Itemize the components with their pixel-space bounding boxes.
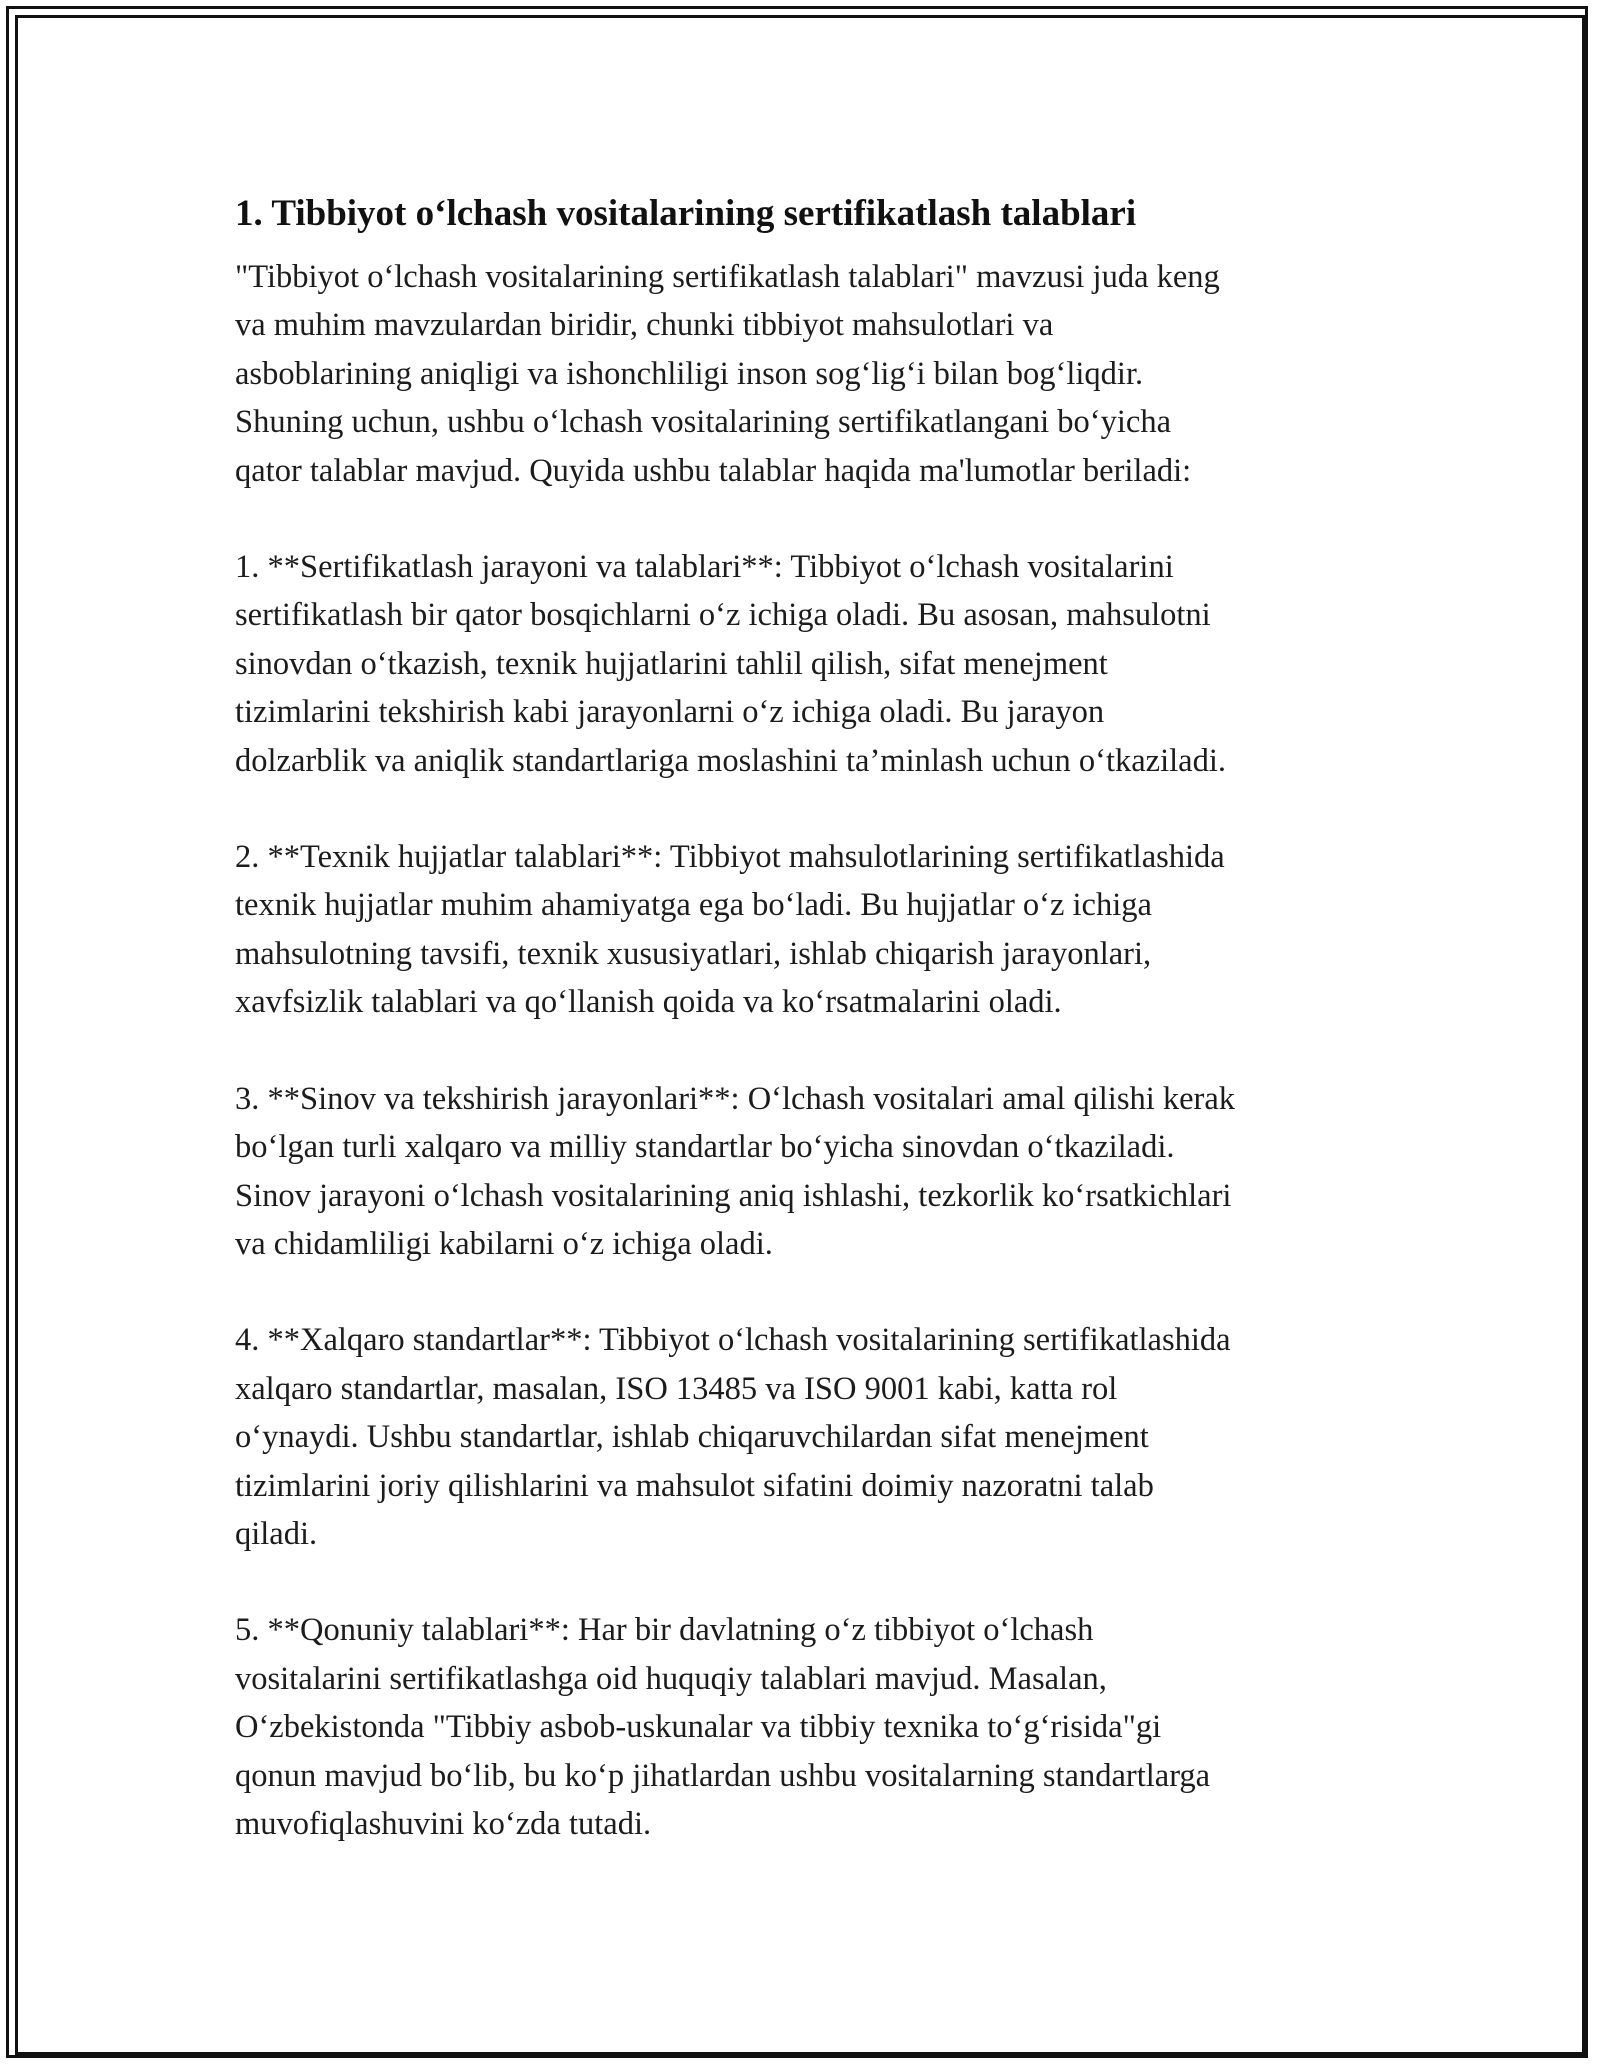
paragraph-line: 3. **Sinov va tekshirish jarayonlari**: O‘lchash vositalari amal qilishi kerak (235, 1080, 1236, 1117)
paragraph-line: qiladi. (235, 1515, 318, 1552)
paragraph-line: asboblarining aniqligi va ishonchliligi inson sog‘lig‘i bilan bog‘liqdir. (235, 355, 1144, 392)
paragraph-line: xavfsizlik talablari va qo‘llanish qoida va ko‘rsatmalarini oladi. (235, 984, 1062, 1021)
paragraph-line: 1. **Sertifikatlash jarayoni va talablari**: Tibbiyot o‘lchash vositalarini (235, 549, 1174, 586)
document-body (235, 185, 1375, 1896)
paragraph-line: xalqaro standartlar, masalan, ISO 13485 va ISO 9001 kabi, katta rol (235, 1370, 1118, 1407)
paragraph-line: sertifikatlash bir qator bosqichlarni o‘z ichiga oladi. Bu asosan, mahsulotni (235, 597, 1211, 634)
section-heading: 1. Tibbiyot o‘lchash vositalarining sertifikatlash talablari (235, 193, 1137, 234)
paragraph-line: texnik hujjatlar muhim ahamiyatga ega bo‘ladi. Bu hujjatlar o‘z ichiga (235, 887, 1152, 924)
list-item-1-paragraph (235, 543, 1375, 785)
list-item-4-paragraph (235, 1316, 1375, 1558)
paragraph-line: tizimlarini tekshirish kabi jarayonlarni o‘z ichiga oladi. Bu jarayon (235, 694, 1105, 731)
paragraph-line: muvofiqlashuvini ko‘zda tutadi. (235, 1805, 652, 1842)
paragraph-line: 4. **Xalqaro standartlar**: Tibbiyot o‘lchash vositalarining sertifikatlashida (235, 1322, 1231, 1359)
paragraph-line: qonun mavjud bo‘lib, bu ko‘p jihatlardan ushbu vositalarning standartlarga (235, 1757, 1211, 1794)
paragraph-line: dolzarblik va aniqlik standartlariga moslashini ta’minlash uchun o‘tkaziladi. (235, 742, 1226, 779)
paragraph-line: va muhim mavzulardan biridir, chunki tibbiyot mahsulotlari va (235, 307, 1054, 344)
paragraph-line: tizimlarini joriy qilishlarini va mahsulot sifatini doimiy nazoratni talab (235, 1467, 1154, 1504)
paragraph-line: 5. **Qonuniy talablari**: Har bir davlatning o‘z tibbiyot o‘lchash (235, 1612, 1094, 1649)
paragraph-line: qator talablar mavjud. Quyida ushbu talablar haqida ma'lumotlar beriladi: (235, 452, 1192, 489)
paragraph-line: bo‘lgan turli xalqaro va milliy standartlar bo‘yicha sinovdan o‘tkaziladi. (235, 1129, 1175, 1166)
paragraph-line: sinovdan o‘tkazish, texnik hujjatlarini tahlil qilish, sifat menejment (235, 645, 1108, 682)
paragraph-line: O‘zbekistonda "Tibbiy asbob-uskunalar va tibbiy texnika to‘g‘risida"gi (235, 1709, 1162, 1746)
paragraph-line: o‘ynaydi. Ushbu standartlar, ishlab chiqaruvchilardan sifat menejment (235, 1419, 1149, 1456)
list-item-2-paragraph (235, 833, 1375, 1027)
paragraph-line: va chidamliligi kabilarni o‘z ichiga oladi. (235, 1225, 773, 1262)
paragraph-line: Shuning uchun, ushbu o‘lchash vositalarining sertifikatlangani bo‘yicha (235, 404, 1171, 441)
paragraph-line: vositalarini sertifikatlashga oid huquqiy talablari mavjud. Masalan, (235, 1660, 1107, 1697)
paragraph-line: 2. **Texnik hujjatlar talablari**: Tibbiyot mahsulotlarining sertifikatlashida (235, 839, 1225, 876)
list-item-3-paragraph (235, 1075, 1375, 1269)
paragraph-line: Sinov jarayoni o‘lchash vositalarining aniq ishlashi, tezkorlik ko‘rsatkichlari (235, 1177, 1232, 1214)
intro-paragraph (235, 253, 1375, 495)
paragraph-line: "Tibbiyot o‘lchash vositalarining sertifikatlash talablari" mavzusi juda keng (235, 259, 1220, 295)
paragraph-line: mahsulotning tavsifi, texnik xususiyatlari, ishlab chiqarish jarayonlari, (235, 935, 1152, 972)
list-item-5-paragraph (235, 1606, 1375, 1848)
